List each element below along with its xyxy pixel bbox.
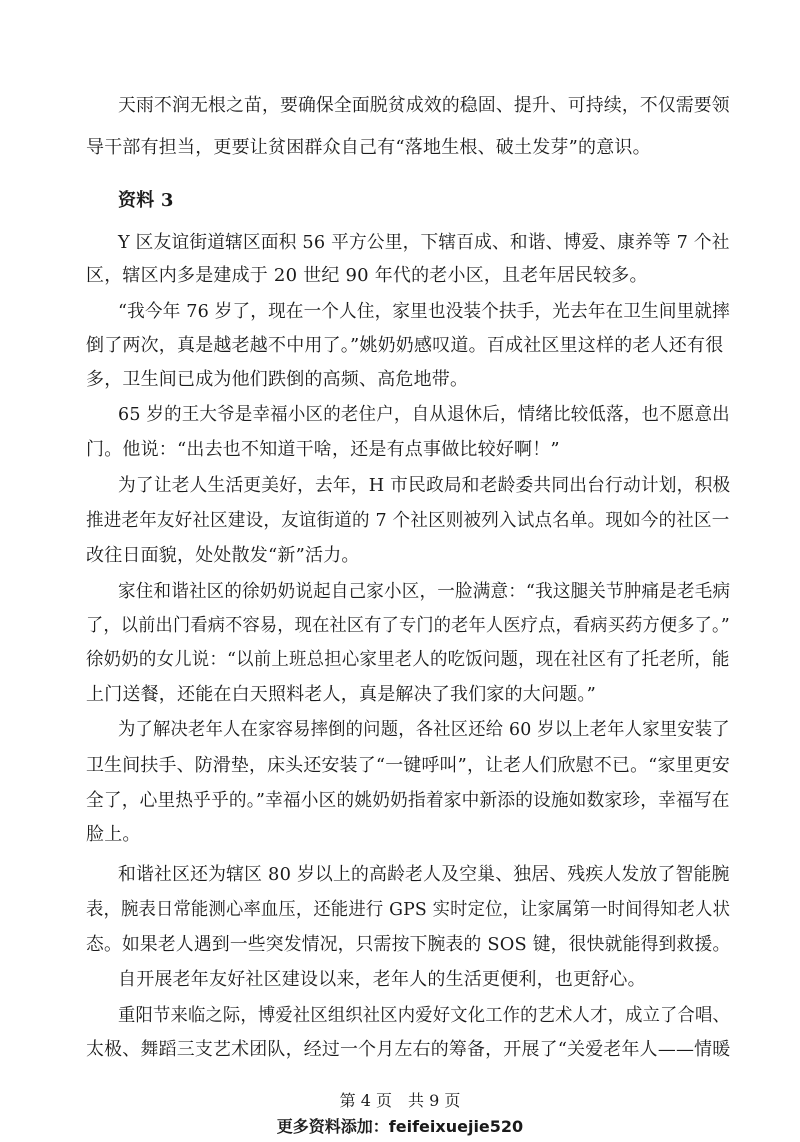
text-line: 表，腕表日常能测心率血压，还能进行 GPS 实时定位，让家属第一时间得知老人状 — [86, 899, 731, 920]
text-line: 态。如果老人遇到一些突发情况，只需按下腕表的 SOS 键，很快就能得到救援。 — [86, 934, 731, 955]
text-line: 门。他说：“出去也不知道干啥，还是有点事做比较好啊！” — [86, 439, 560, 460]
text-line: 脸上。 — [86, 824, 141, 845]
text-line: 65 岁的王大爷是幸福小区的老住户，自从退休后，情绪比较低落，也不愿意出 — [118, 404, 730, 425]
text-line: 上门送餐，还能在白天照料老人，真是解决了我们家的大问题。” — [86, 684, 596, 705]
text-line: 多，卫生间已成为他们跌倒的高频、高危地带。 — [86, 369, 469, 390]
text-line: 徐奶奶的女儿说：“以前上班总担心家里老人的吃饭问题，现在社区有了托老所，能 — [86, 649, 730, 670]
page-number: 第 4 页 共 9 页 — [339, 1091, 461, 1110]
text-line: 卫生间扶手、防滑垫，床头还安装了“一键呼叫”，让老人们欣慰不已。“家里更安 — [86, 755, 731, 776]
text-line: 导干部有担当，更要让贫困群众自己有“落地生根、破土发芽”的意识。 — [86, 137, 651, 158]
text-line: 改往日面貌，处处散发“新”活力。 — [86, 545, 360, 566]
text-line: 家住和谐社区的徐奶奶说起自己家小区，一脸满意：“我这腿关节肿痛是老毛病 — [118, 581, 731, 602]
text-line: 重阳节来临之际，博爱社区组织社区内爱好文化工作的艺术人才，成立了合唱、 — [118, 1005, 730, 1026]
text-line: 了，以前出门看病不容易，现在社区有了专门的老年人医疗点，看病买药方便多了。” — [86, 615, 730, 636]
text-line: 全了，心里热乎乎的。”幸福小区的姚奶奶指着家中新添的设施如数家珍，幸福写在 — [86, 790, 730, 811]
text-line: 天雨不润无根之苗，要确保全面脱贫成效的稳固、提升、可持续，不仅需要领 — [118, 95, 730, 116]
text-line: “我今年 76 岁了，现在一个人住，家里也没装个扶手，光去年在卫生间里就摔 — [118, 301, 730, 322]
text-line: 为了解决老年人在家容易摔倒的问题，各社区还给 60 岁以上老年人家里安装了 — [118, 719, 730, 740]
text-line: 推进老年友好社区建设，友谊街道的 7 个社区则被列入试点名单。现如今的社区一 — [86, 510, 730, 531]
text-line: 自开展老年友好社区建设以来，老年人的生活更便利，也更舒心。 — [118, 969, 646, 990]
contact-note: 更多资料添加：feifeixuejie520 — [276, 1117, 524, 1136]
text-line: 区，辖区内多是建成于 20 世纪 90 年代的老小区，且老年居民较多。 — [86, 265, 648, 286]
text-line: 为了让老人生活更美好，去年，H 市民政局和老龄委共同出台行动计划，积极 — [118, 475, 731, 496]
text-line: Y 区友谊街道辖区面积 56 平方公里，下辖百成、和谐、博爱、康养等 7 个社 — [118, 232, 730, 253]
text-line: 太极、舞蹈三支艺术团队，经过一个月左右的筹备，开展了“关爱老年人——情暖 — [86, 1039, 731, 1060]
text-line: 倒了两次，真是越老越不中用了。”姚奶奶感叹道。百成社区里这样的老人还有很 — [86, 335, 724, 356]
text-line: 和谐社区还为辖区 80 岁以上的高龄老人及空巢、独居、残疾人发放了智能腕 — [118, 864, 730, 885]
section-heading: 资料 3 — [118, 190, 174, 211]
